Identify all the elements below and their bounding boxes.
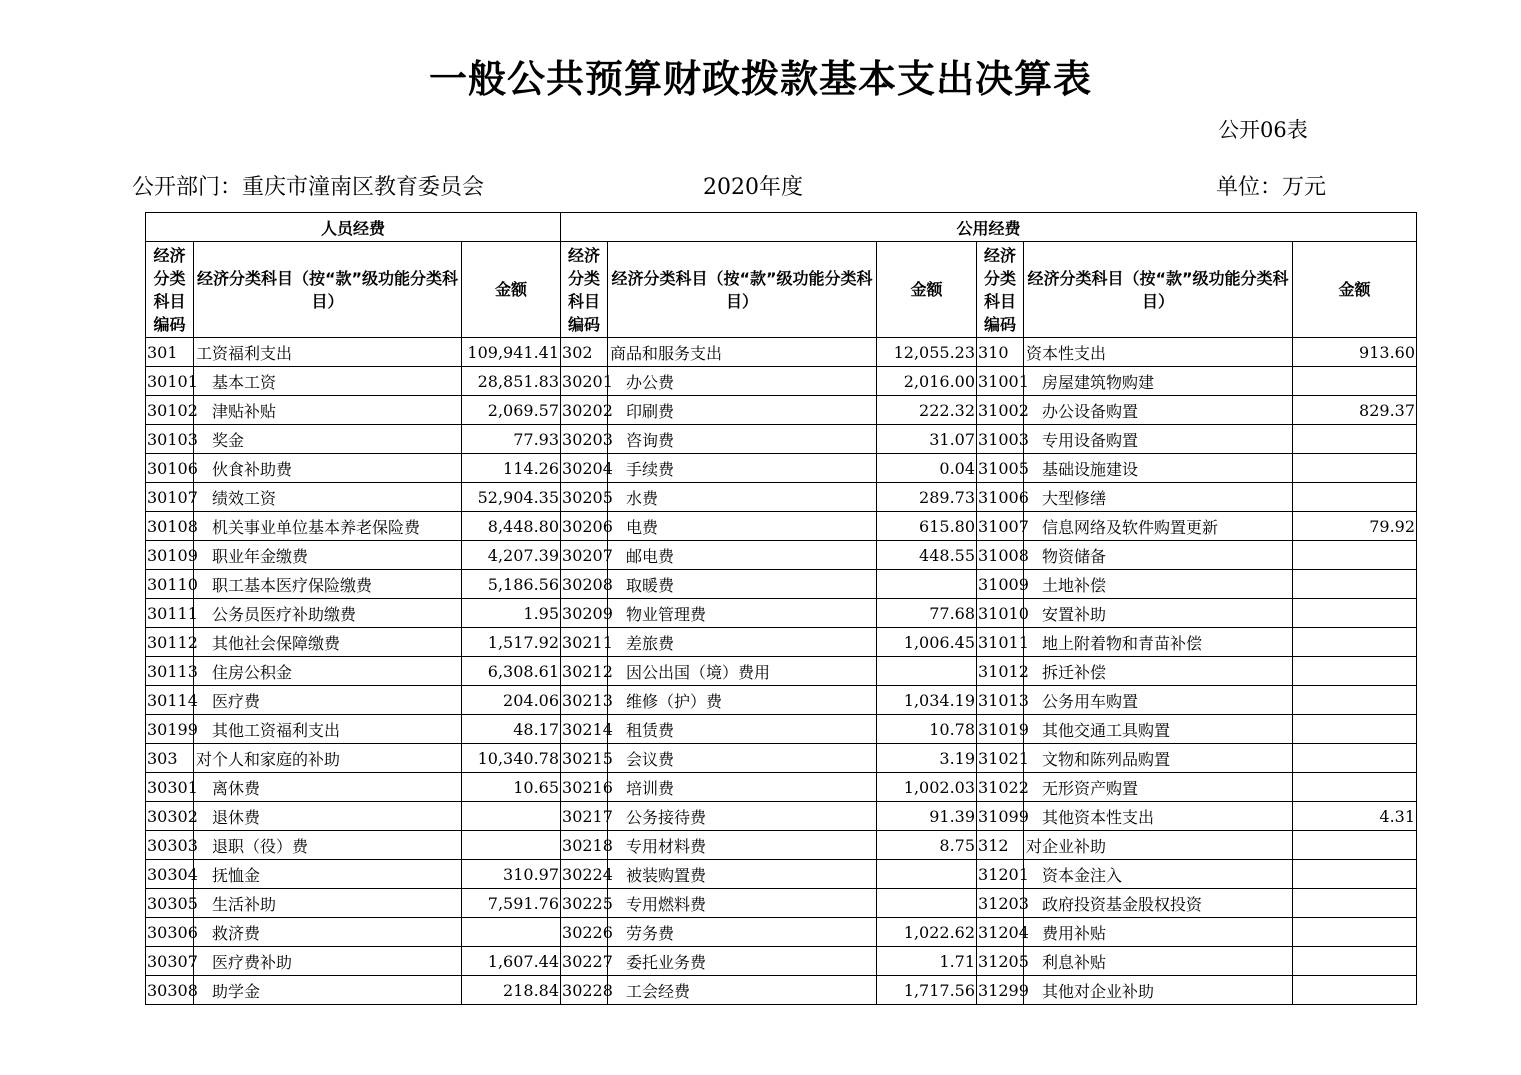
fiscal-year: 2020年度 [703, 175, 803, 200]
amount-cell: 1,717.56 [877, 976, 977, 1005]
table-row [146, 367, 1417, 396]
col-header-code: 经济分类科目编码 [146, 242, 194, 338]
item-name-cell: 办公设备购置 [1024, 396, 1293, 425]
item-name-cell: 资本金注入 [1024, 860, 1293, 889]
item-name-cell: 奖金 [194, 425, 462, 454]
item-name-cell: 手续费 [608, 454, 877, 483]
code-cell: 31012 [977, 657, 1024, 686]
amount-cell: 1,002.03 [877, 773, 977, 802]
item-name-cell: 专用设备购置 [1024, 425, 1293, 454]
code-cell: 30228 [561, 976, 608, 1005]
item-name-cell: 对企业补助 [1024, 831, 1293, 860]
amount-cell [877, 570, 977, 599]
code-cell: 31011 [977, 628, 1024, 657]
amount-cell: 4,207.39 [462, 541, 561, 570]
amount-cell [1293, 947, 1417, 976]
code-cell: 30201 [561, 367, 608, 396]
code-cell: 30109 [146, 541, 194, 570]
amount-cell [462, 831, 561, 860]
item-name-cell: 工资福利支出 [194, 338, 462, 367]
item-name-cell: 退职（役）费 [194, 831, 462, 860]
item-name-cell: 物业管理费 [608, 599, 877, 628]
table-row [146, 628, 1417, 657]
amount-cell: 10.78 [877, 715, 977, 744]
code-cell: 31203 [977, 889, 1024, 918]
code-cell: 30218 [561, 831, 608, 860]
item-name-cell: 基本工资 [194, 367, 462, 396]
amount-cell: 48.17 [462, 715, 561, 744]
amount-cell [1293, 657, 1417, 686]
item-name-cell: 专用材料费 [608, 831, 877, 860]
code-cell: 31006 [977, 483, 1024, 512]
code-cell: 30103 [146, 425, 194, 454]
table-row [146, 338, 1417, 367]
amount-cell: 1,607.44 [462, 947, 561, 976]
code-cell: 30208 [561, 570, 608, 599]
amount-cell [1293, 367, 1417, 396]
col-header-code: 经济分类科目编码 [977, 242, 1024, 338]
amount-cell [1293, 454, 1417, 483]
code-cell: 30205 [561, 483, 608, 512]
amount-cell [1293, 831, 1417, 860]
item-name-cell: 其他交通工具购置 [1024, 715, 1293, 744]
code-cell: 30217 [561, 802, 608, 831]
code-cell: 30206 [561, 512, 608, 541]
amount-cell [1293, 860, 1417, 889]
amount-cell: 79.92 [1293, 512, 1417, 541]
amount-cell [1293, 918, 1417, 947]
table-row [146, 425, 1417, 454]
item-name-cell: 救济费 [194, 918, 462, 947]
amount-cell: 7,591.76 [462, 889, 561, 918]
table-row [146, 570, 1417, 599]
col-header-name: 经济分类科目（按“款”级功能分类科目） [194, 242, 462, 338]
item-name-cell: 因公出国（境）费用 [608, 657, 877, 686]
code-cell: 302 [561, 338, 608, 367]
item-name-cell: 大型修缮 [1024, 483, 1293, 512]
code-cell: 30212 [561, 657, 608, 686]
code-cell: 30215 [561, 744, 608, 773]
item-name-cell: 信息网络及软件购置更新 [1024, 512, 1293, 541]
table-row [146, 599, 1417, 628]
code-cell: 31099 [977, 802, 1024, 831]
amount-cell [1293, 425, 1417, 454]
item-name-cell: 绩效工资 [194, 483, 462, 512]
item-name-cell: 其他工资福利支出 [194, 715, 462, 744]
item-name-cell: 职业年金缴费 [194, 541, 462, 570]
item-name-cell: 住房公积金 [194, 657, 462, 686]
table-body [146, 338, 1417, 1005]
amount-cell: 1,517.92 [462, 628, 561, 657]
code-cell: 30111 [146, 599, 194, 628]
code-cell: 30306 [146, 918, 194, 947]
table-row [146, 454, 1417, 483]
table-row [146, 889, 1417, 918]
amount-cell: 829.37 [1293, 396, 1417, 425]
code-cell: 30199 [146, 715, 194, 744]
amount-cell [1293, 976, 1417, 1005]
department-label: 公开部门：重庆市潼南区教育委员会 [132, 175, 485, 200]
page-title: 一般公共预算财政拨款基本支出决算表 [428, 57, 1092, 101]
amount-cell: 448.55 [877, 541, 977, 570]
code-cell: 31019 [977, 715, 1024, 744]
amount-cell: 8.75 [877, 831, 977, 860]
code-cell: 30113 [146, 657, 194, 686]
col-header-code: 经济分类科目编码 [561, 242, 608, 338]
item-name-cell: 医疗费 [194, 686, 462, 715]
expenditure-table [145, 212, 1417, 1005]
code-cell: 30225 [561, 889, 608, 918]
amount-cell [1293, 773, 1417, 802]
item-name-cell: 对个人和家庭的补助 [194, 744, 462, 773]
table-row [146, 773, 1417, 802]
amount-cell: 77.68 [877, 599, 977, 628]
item-name-cell: 公务员医疗补助缴费 [194, 599, 462, 628]
col-header-amount: 金额 [462, 242, 561, 338]
amount-cell: 204.06 [462, 686, 561, 715]
code-cell: 30110 [146, 570, 194, 599]
item-name-cell: 伙食补助费 [194, 454, 462, 483]
table-row [146, 802, 1417, 831]
amount-cell: 2,069.57 [462, 396, 561, 425]
item-name-cell: 商品和服务支出 [608, 338, 877, 367]
amount-cell: 222.32 [877, 396, 977, 425]
table-row [146, 541, 1417, 570]
table-row [146, 947, 1417, 976]
amount-cell [1293, 744, 1417, 773]
item-name-cell: 公务接待费 [608, 802, 877, 831]
code-cell: 30213 [561, 686, 608, 715]
code-cell: 310 [977, 338, 1024, 367]
item-name-cell: 其他对企业补助 [1024, 976, 1293, 1005]
table-row [146, 976, 1417, 1005]
col-header-name: 经济分类科目（按“款”级功能分类科目） [1024, 242, 1293, 338]
item-name-cell: 租赁费 [608, 715, 877, 744]
item-name-cell: 资本性支出 [1024, 338, 1293, 367]
code-cell: 30101 [146, 367, 194, 396]
amount-cell: 1,034.19 [877, 686, 977, 715]
form-number: 公开06表 [1218, 118, 1308, 142]
amount-cell: 913.60 [1293, 338, 1417, 367]
table-row [146, 860, 1417, 889]
item-name-cell: 会议费 [608, 744, 877, 773]
code-cell: 30224 [561, 860, 608, 889]
item-name-cell: 电费 [608, 512, 877, 541]
code-cell: 30209 [561, 599, 608, 628]
amount-cell: 10,340.78 [462, 744, 561, 773]
item-name-cell: 办公费 [608, 367, 877, 396]
code-cell: 31008 [977, 541, 1024, 570]
code-cell: 30114 [146, 686, 194, 715]
item-name-cell: 取暖费 [608, 570, 877, 599]
item-name-cell: 文物和陈列品购置 [1024, 744, 1293, 773]
code-cell: 30226 [561, 918, 608, 947]
amount-cell [1293, 686, 1417, 715]
item-name-cell: 机关事业单位基本养老保险费 [194, 512, 462, 541]
item-name-cell: 拆迁补偿 [1024, 657, 1293, 686]
item-name-cell: 物资储备 [1024, 541, 1293, 570]
code-cell: 31003 [977, 425, 1024, 454]
item-name-cell: 被装购置费 [608, 860, 877, 889]
table-row [146, 396, 1417, 425]
amount-cell: 91.39 [877, 802, 977, 831]
amount-cell: 114.26 [462, 454, 561, 483]
col-header-amount: 金额 [1293, 242, 1417, 338]
code-cell: 31021 [977, 744, 1024, 773]
code-cell: 30106 [146, 454, 194, 483]
item-name-cell: 差旅费 [608, 628, 877, 657]
table-row [146, 918, 1417, 947]
item-name-cell: 土地补偿 [1024, 570, 1293, 599]
item-name-cell: 地上附着物和青苗补偿 [1024, 628, 1293, 657]
table-row [146, 831, 1417, 860]
code-cell: 30203 [561, 425, 608, 454]
code-cell: 30108 [146, 512, 194, 541]
col-header-name: 经济分类科目（按“款”级功能分类科目） [608, 242, 877, 338]
amount-cell: 1.71 [877, 947, 977, 976]
amount-cell: 4.31 [1293, 802, 1417, 831]
amount-cell [1293, 715, 1417, 744]
amount-cell [1293, 483, 1417, 512]
code-cell: 30305 [146, 889, 194, 918]
table-row [146, 512, 1417, 541]
item-name-cell: 退休费 [194, 802, 462, 831]
code-cell: 30303 [146, 831, 194, 860]
amount-cell: 310.97 [462, 860, 561, 889]
amount-cell [462, 802, 561, 831]
amount-cell: 615.80 [877, 512, 977, 541]
table-row [146, 744, 1417, 773]
item-name-cell: 其他资本性支出 [1024, 802, 1293, 831]
item-name-cell: 津贴补贴 [194, 396, 462, 425]
amount-cell [1293, 599, 1417, 628]
amount-cell: 10.65 [462, 773, 561, 802]
item-name-cell: 基础设施建设 [1024, 454, 1293, 483]
code-cell: 31201 [977, 860, 1024, 889]
table-row [146, 715, 1417, 744]
col-header-amount: 金额 [877, 242, 977, 338]
code-cell: 31002 [977, 396, 1024, 425]
section-header-personnel: 人员经费 [146, 213, 561, 242]
item-name-cell: 无形资产购置 [1024, 773, 1293, 802]
item-name-cell: 安置补助 [1024, 599, 1293, 628]
item-name-cell: 公务用车购置 [1024, 686, 1293, 715]
code-cell: 31001 [977, 367, 1024, 396]
item-name-cell: 专用燃料费 [608, 889, 877, 918]
item-name-cell: 费用补贴 [1024, 918, 1293, 947]
amount-cell [877, 860, 977, 889]
unit-label: 单位：万元 [1216, 175, 1327, 200]
amount-cell: 1,022.62 [877, 918, 977, 947]
code-cell: 31007 [977, 512, 1024, 541]
code-cell: 30301 [146, 773, 194, 802]
amount-cell: 2,016.00 [877, 367, 977, 396]
code-cell: 30202 [561, 396, 608, 425]
item-name-cell: 邮电费 [608, 541, 877, 570]
code-cell: 312 [977, 831, 1024, 860]
amount-cell: 0.04 [877, 454, 977, 483]
item-name-cell: 劳务费 [608, 918, 877, 947]
code-cell: 30214 [561, 715, 608, 744]
amount-cell: 28,851.83 [462, 367, 561, 396]
table-row [146, 657, 1417, 686]
item-name-cell: 其他社会保障缴费 [194, 628, 462, 657]
table-row [146, 686, 1417, 715]
amount-cell: 289.73 [877, 483, 977, 512]
amount-cell: 12,055.23 [877, 338, 977, 367]
amount-cell: 8,448.80 [462, 512, 561, 541]
item-name-cell: 职工基本医疗保险缴费 [194, 570, 462, 599]
code-cell: 30227 [561, 947, 608, 976]
item-name-cell: 离休费 [194, 773, 462, 802]
amount-cell: 5,186.56 [462, 570, 561, 599]
table-row [146, 483, 1417, 512]
code-cell: 31204 [977, 918, 1024, 947]
amount-cell [877, 889, 977, 918]
code-cell: 30211 [561, 628, 608, 657]
amount-cell: 218.84 [462, 976, 561, 1005]
code-cell: 31005 [977, 454, 1024, 483]
code-cell: 31205 [977, 947, 1024, 976]
item-name-cell: 抚恤金 [194, 860, 462, 889]
code-cell: 30307 [146, 947, 194, 976]
amount-cell: 77.93 [462, 425, 561, 454]
code-cell: 30112 [146, 628, 194, 657]
amount-cell: 31.07 [877, 425, 977, 454]
code-cell: 30204 [561, 454, 608, 483]
item-name-cell: 印刷费 [608, 396, 877, 425]
code-cell: 30308 [146, 976, 194, 1005]
code-cell: 31010 [977, 599, 1024, 628]
item-name-cell: 助学金 [194, 976, 462, 1005]
amount-cell: 3.19 [877, 744, 977, 773]
code-cell: 301 [146, 338, 194, 367]
item-name-cell: 政府投资基金股权投资 [1024, 889, 1293, 918]
item-name-cell: 房屋建筑物购建 [1024, 367, 1293, 396]
item-name-cell: 水费 [608, 483, 877, 512]
code-cell: 31299 [977, 976, 1024, 1005]
amount-cell: 109,941.41 [462, 338, 561, 367]
code-cell: 30304 [146, 860, 194, 889]
item-name-cell: 培训费 [608, 773, 877, 802]
item-name-cell: 生活补助 [194, 889, 462, 918]
code-cell: 30302 [146, 802, 194, 831]
code-cell: 30207 [561, 541, 608, 570]
code-cell: 30107 [146, 483, 194, 512]
amount-cell [1293, 628, 1417, 657]
code-cell: 31022 [977, 773, 1024, 802]
amount-cell [462, 918, 561, 947]
code-cell: 31013 [977, 686, 1024, 715]
amount-cell [877, 657, 977, 686]
code-cell: 31009 [977, 570, 1024, 599]
item-name-cell: 咨询费 [608, 425, 877, 454]
amount-cell: 1.95 [462, 599, 561, 628]
amount-cell [1293, 570, 1417, 599]
item-name-cell: 医疗费补助 [194, 947, 462, 976]
amount-cell [1293, 889, 1417, 918]
amount-cell: 52,904.35 [462, 483, 561, 512]
section-header-public: 公用经费 [561, 213, 1417, 242]
item-name-cell: 委托业务费 [608, 947, 877, 976]
code-cell: 303 [146, 744, 194, 773]
amount-cell: 6,308.61 [462, 657, 561, 686]
amount-cell [1293, 541, 1417, 570]
item-name-cell: 维修（护）费 [608, 686, 877, 715]
code-cell: 30102 [146, 396, 194, 425]
item-name-cell: 工会经费 [608, 976, 877, 1005]
code-cell: 30216 [561, 773, 608, 802]
item-name-cell: 利息补贴 [1024, 947, 1293, 976]
amount-cell: 1,006.45 [877, 628, 977, 657]
